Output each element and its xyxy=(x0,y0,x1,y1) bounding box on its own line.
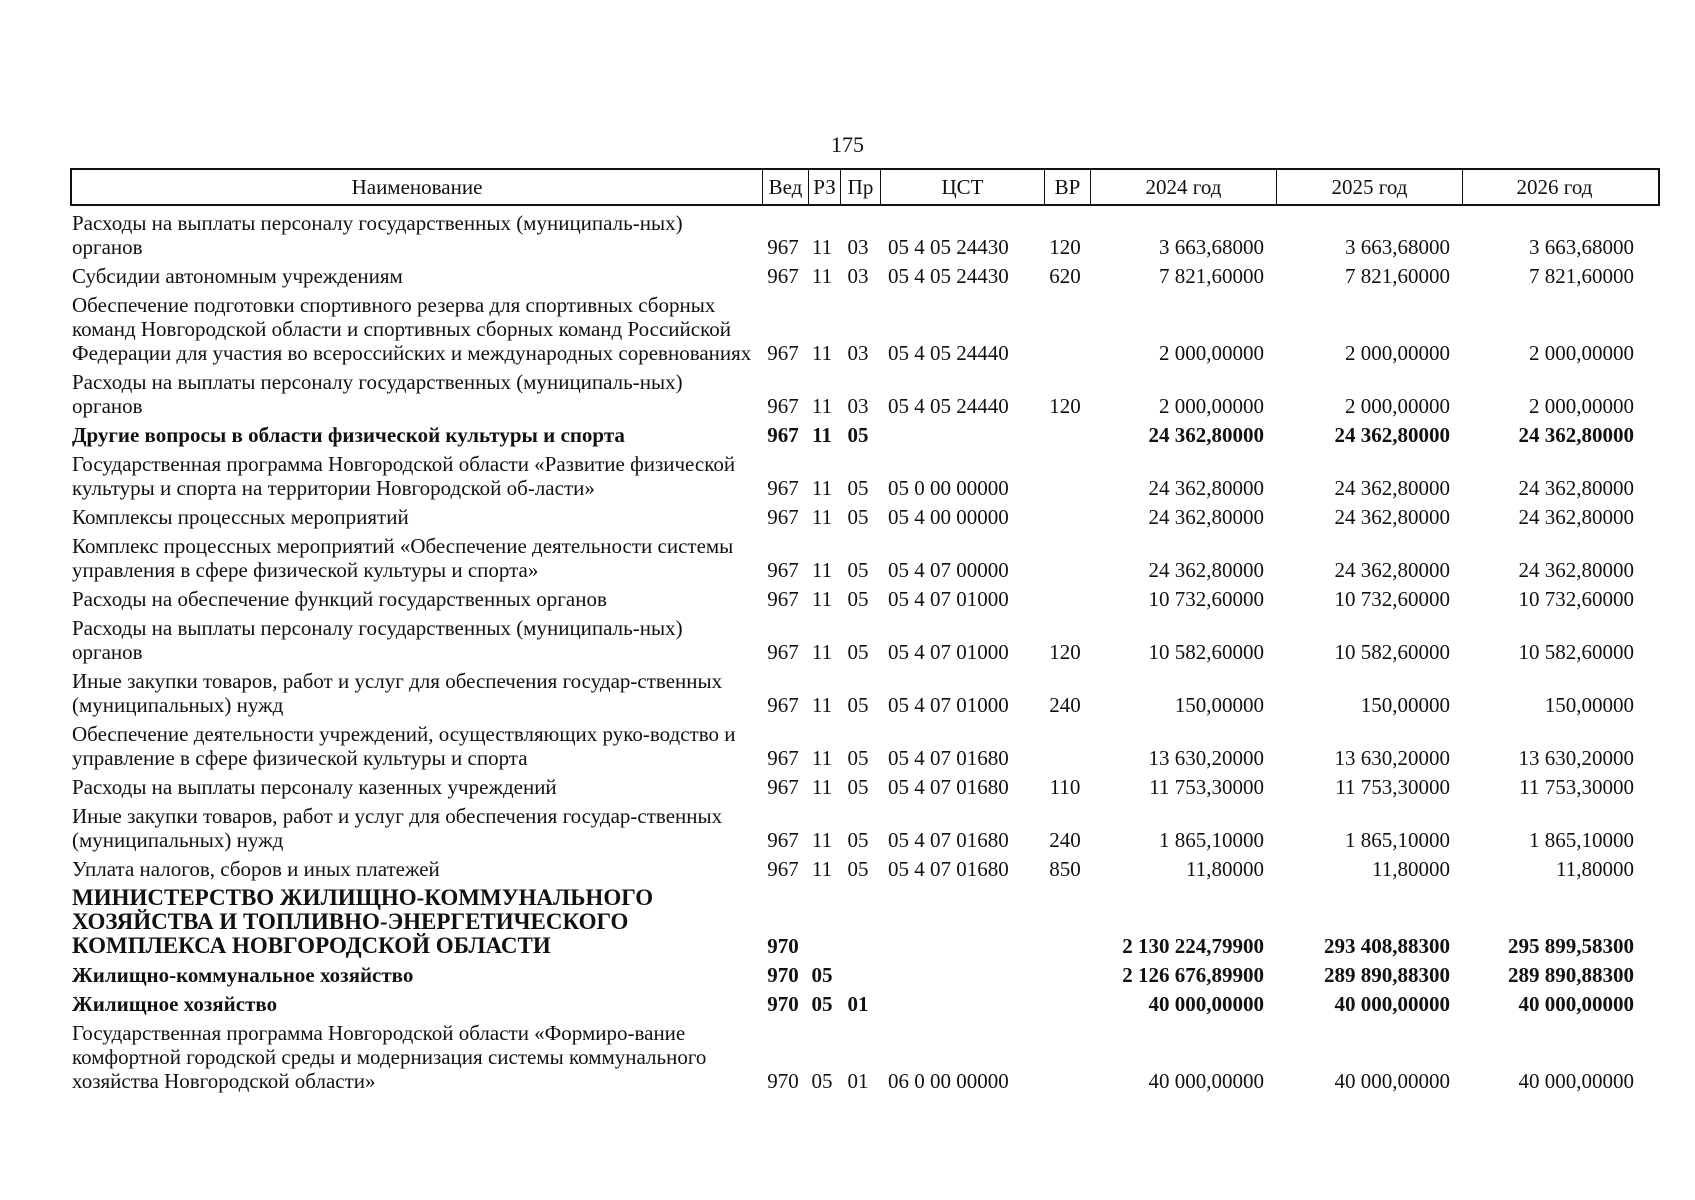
row-2026: 2 000,00000 xyxy=(1529,341,1634,365)
table-row xyxy=(70,211,1660,259)
row-cst: 05 4 07 01680 xyxy=(888,775,1009,799)
row-name: Иные закупки товаров, работ и услуг для обеспечения государ-ственных (муниципальных) нужд xyxy=(72,804,723,852)
row-pr: 05 xyxy=(847,587,869,611)
row-2026: 3 663,68000 xyxy=(1529,235,1634,259)
table-row xyxy=(70,264,1660,288)
col-header-vr: ВР xyxy=(1044,170,1090,204)
row-cst: 05 4 05 24440 xyxy=(888,394,1009,418)
row-2024: 10 582,60000 xyxy=(1148,640,1264,664)
row-2025: 11,80000 xyxy=(1372,857,1450,881)
row-pr: 05 xyxy=(847,476,869,500)
row-rz: 11 xyxy=(812,423,832,447)
row-ved: 967 xyxy=(767,264,799,288)
table-row xyxy=(70,992,1660,1016)
row-pr: 05 xyxy=(847,423,869,447)
row-vr: 240 xyxy=(1049,828,1081,852)
row-2025: 1 865,10000 xyxy=(1345,828,1450,852)
row-rz: 11 xyxy=(811,746,833,770)
row-2026: 2 000,00000 xyxy=(1529,394,1634,418)
row-2025: 150,00000 xyxy=(1360,693,1450,717)
row-pr: 05 xyxy=(847,775,869,799)
row-ved: 970 xyxy=(767,934,799,958)
row-cst: 05 4 07 00000 xyxy=(888,558,1009,582)
col-header-name: Наименование xyxy=(351,175,483,199)
row-rz: 11 xyxy=(811,828,833,852)
row-2025: 10 732,60000 xyxy=(1334,587,1450,611)
row-2025: 2 000,00000 xyxy=(1345,341,1450,365)
row-2024: 3 663,68000 xyxy=(1159,235,1264,259)
row-2026: 11,80000 xyxy=(1556,857,1634,881)
row-2024: 24 362,80000 xyxy=(1148,476,1264,500)
row-rz: 11 xyxy=(811,476,833,500)
row-2026: 295 899,58300 xyxy=(1508,934,1634,958)
row-2026: 10 582,60000 xyxy=(1518,640,1634,664)
table-row xyxy=(70,722,1660,770)
row-cst: 05 4 07 01680 xyxy=(888,828,1009,852)
row-vr: 110 xyxy=(1049,775,1081,799)
row-name: Другие вопросы в области физической культуры и спорта xyxy=(72,423,625,447)
row-pr: 05 xyxy=(847,746,869,770)
table-row xyxy=(70,1021,1660,1093)
row-vr: 120 xyxy=(1049,394,1081,418)
row-rz: 11 xyxy=(811,394,833,418)
row-pr: 05 xyxy=(847,640,869,664)
row-ved: 967 xyxy=(767,693,799,717)
row-2024: 2 126 676,89900 xyxy=(1122,963,1264,987)
row-2024: 13 630,20000 xyxy=(1148,746,1264,770)
row-2025: 40 000,00000 xyxy=(1334,992,1450,1016)
row-ved: 967 xyxy=(767,505,799,529)
row-2026: 10 732,60000 xyxy=(1518,587,1634,611)
row-rz: 11 xyxy=(811,640,833,664)
row-2025: 11 753,30000 xyxy=(1335,775,1450,799)
row-rz: 11 xyxy=(811,235,833,259)
row-cst: 05 4 07 01000 xyxy=(888,640,1009,664)
row-2024: 2 000,00000 xyxy=(1159,341,1264,365)
row-2025: 13 630,20000 xyxy=(1334,746,1450,770)
row-2024: 150,00000 xyxy=(1174,693,1264,717)
row-cst: 05 4 00 00000 xyxy=(888,505,1009,529)
table-row xyxy=(70,423,1660,447)
row-pr: 03 xyxy=(847,235,869,259)
table-row xyxy=(70,804,1660,852)
row-cst: 05 4 05 24440 xyxy=(888,341,1009,365)
row-cst: 05 4 07 01000 xyxy=(888,693,1009,717)
table-row xyxy=(70,370,1660,418)
row-2025: 40 000,00000 xyxy=(1334,1069,1450,1093)
row-2026: 13 630,20000 xyxy=(1518,746,1634,770)
row-2025: 24 362,80000 xyxy=(1334,476,1450,500)
table-row xyxy=(70,857,1660,881)
row-2024: 1 865,10000 xyxy=(1159,828,1264,852)
row-2025: 24 362,80000 xyxy=(1334,505,1450,529)
row-cst: 05 4 07 01680 xyxy=(888,857,1009,881)
table-row xyxy=(70,886,1660,958)
row-ved: 967 xyxy=(767,640,799,664)
table-header xyxy=(70,168,1660,206)
row-2025: 7 821,60000 xyxy=(1345,264,1450,288)
row-cst: 05 4 05 24430 xyxy=(888,264,1009,288)
row-2024: 2 000,00000 xyxy=(1159,394,1264,418)
col-header-2026: 2026 год xyxy=(1462,170,1646,204)
row-ved: 967 xyxy=(767,558,799,582)
row-name: Обеспечение деятельности учреждений, осуществляющих руко-водство и управление в сфере физической культуры и спорта xyxy=(72,722,736,770)
row-vr: 620 xyxy=(1049,264,1081,288)
row-rz: 05 xyxy=(811,992,833,1016)
row-pr: 05 xyxy=(847,505,869,529)
table-row xyxy=(70,616,1660,664)
row-name: Комплексы процессных мероприятий xyxy=(72,505,409,529)
row-2025: 2 000,00000 xyxy=(1345,394,1450,418)
row-vr: 850 xyxy=(1049,857,1081,881)
row-cst: 05 4 07 01680 xyxy=(888,746,1009,770)
row-2025: 10 582,60000 xyxy=(1334,640,1450,664)
row-name: Обеспечение подготовки спортивного резерва для спортивных сборных команд Новгородской области и спортивных сборных команд Российской Федерации для участия во всероссийских и международных соревнованиях xyxy=(72,293,752,365)
row-2024: 11 753,30000 xyxy=(1149,775,1264,799)
row-rz: 05 xyxy=(811,963,833,987)
row-2024: 11,80000 xyxy=(1186,857,1264,881)
row-ved: 967 xyxy=(767,828,799,852)
row-ved: 967 xyxy=(767,341,799,365)
table-row xyxy=(70,669,1660,717)
row-2026: 1 865,10000 xyxy=(1529,828,1634,852)
row-name: Жилищное хозяйство xyxy=(72,992,278,1016)
table-row xyxy=(70,452,1660,500)
row-rz: 11 xyxy=(811,341,833,365)
row-name: Уплата налогов, сборов и иных платежей xyxy=(72,857,440,881)
row-2026: 11 753,30000 xyxy=(1519,775,1634,799)
row-pr: 03 xyxy=(847,394,869,418)
row-2026: 40 000,00000 xyxy=(1518,1069,1634,1093)
row-name: Расходы на выплаты персоналу казенных учреждений xyxy=(72,775,557,799)
row-vr: 120 xyxy=(1049,640,1081,664)
row-pr: 03 xyxy=(847,341,869,365)
row-name: Расходы на выплаты персоналу государственных (муниципаль-ных) органов xyxy=(72,370,683,418)
row-2025: 289 890,88300 xyxy=(1324,963,1450,987)
row-ved: 967 xyxy=(767,423,799,447)
row-rz: 11 xyxy=(811,775,833,799)
row-name: Комплекс процессных мероприятий «Обеспечение деятельности системы управления в сфере физической культуры и спорта» xyxy=(72,534,734,582)
table-row xyxy=(70,587,1660,611)
row-pr: 01 xyxy=(847,992,869,1016)
row-ved: 970 xyxy=(767,992,799,1016)
col-header-pr: Пр xyxy=(840,170,880,204)
row-pr: 01 xyxy=(847,1069,869,1093)
row-ved: 967 xyxy=(767,394,799,418)
row-name: Расходы на выплаты персоналу государственных (муниципаль-ных) органов xyxy=(72,211,683,259)
row-name: Субсидии автономным учреждениям xyxy=(72,264,403,288)
budget-table xyxy=(70,168,1660,1093)
row-ved: 967 xyxy=(767,775,799,799)
row-2026: 289 890,88300 xyxy=(1508,963,1634,987)
row-ved: 970 xyxy=(767,1069,799,1093)
col-header-rz: РЗ xyxy=(808,170,840,204)
row-rz: 11 xyxy=(811,693,833,717)
row-ved: 967 xyxy=(767,235,799,259)
row-rz: 11 xyxy=(811,857,833,881)
row-cst: 05 0 00 00000 xyxy=(888,476,1009,500)
col-header-2024: 2024 год xyxy=(1090,170,1276,204)
row-2026: 24 362,80000 xyxy=(1518,476,1634,500)
row-2026: 150,00000 xyxy=(1544,693,1634,717)
row-name: Расходы на обеспечение функций государственных органов xyxy=(72,587,607,611)
row-rz: 11 xyxy=(811,505,833,529)
row-2024: 7 821,60000 xyxy=(1159,264,1264,288)
col-header-2025: 2025 год xyxy=(1276,170,1462,204)
row-cst: 05 4 07 01000 xyxy=(888,587,1009,611)
row-rz: 11 xyxy=(811,558,833,582)
row-2025: 24 362,80000 xyxy=(1334,558,1450,582)
row-rz: 11 xyxy=(811,587,833,611)
row-rz: 05 xyxy=(811,1069,833,1093)
page-number: 175 xyxy=(831,132,864,157)
row-cst: 06 0 00 00000 xyxy=(888,1069,1009,1093)
col-header-ved: Вед xyxy=(762,170,808,204)
row-2024: 24 362,80000 xyxy=(1148,558,1264,582)
row-ved: 967 xyxy=(767,857,799,881)
table-row xyxy=(70,775,1660,799)
row-2024: 40 000,00000 xyxy=(1148,1069,1264,1093)
row-rz: 11 xyxy=(811,264,833,288)
row-2026: 24 362,80000 xyxy=(1518,423,1634,447)
row-name: Государственная программа Новгородской области «Формиро-вание комфортной городской среды и модернизация системы коммунального хозяйства Новгородской области» xyxy=(72,1021,707,1093)
row-name: Иные закупки товаров, работ и услуг для обеспечения государ-ственных (муниципальных) нужд xyxy=(72,669,723,717)
row-name: Государственная программа Новгородской области «Развитие физической культуры и спорта на территории Новгородской об-ласти» xyxy=(72,452,736,500)
row-ved: 967 xyxy=(767,587,799,611)
table-row xyxy=(70,293,1660,365)
table-row xyxy=(70,505,1660,529)
row-2024: 24 362,80000 xyxy=(1148,423,1264,447)
row-ved: 970 xyxy=(767,963,799,987)
row-2026: 7 821,60000 xyxy=(1529,264,1634,288)
row-2026: 24 362,80000 xyxy=(1518,505,1634,529)
row-2024: 40 000,00000 xyxy=(1148,992,1264,1016)
row-name: Жилищно-коммунальное хозяйство xyxy=(72,963,414,987)
row-vr: 240 xyxy=(1049,693,1081,717)
col-header-cst: ЦСТ xyxy=(880,170,1044,204)
row-pr: 05 xyxy=(847,828,869,852)
table-row xyxy=(70,963,1660,987)
row-2026: 24 362,80000 xyxy=(1518,558,1634,582)
row-2025: 3 663,68000 xyxy=(1345,235,1450,259)
row-ved: 967 xyxy=(767,476,799,500)
row-2026: 40 000,00000 xyxy=(1518,992,1634,1016)
row-2024: 10 732,60000 xyxy=(1148,587,1264,611)
row-ved: 967 xyxy=(767,746,799,770)
row-name: МИНИСТЕРСТВО ЖИЛИЩНО-КОММУНАЛЬНОГО ХОЗЯЙСТВА И ТОПЛИВНО-ЭНЕРГЕТИЧЕСКОГО КОМПЛЕКСА НОВГОРОДСКОЙ ОБЛАСТИ xyxy=(72,885,654,958)
row-pr: 03 xyxy=(847,264,869,288)
table-row xyxy=(70,534,1660,582)
row-2025: 24 362,80000 xyxy=(1334,423,1450,447)
row-name: Расходы на выплаты персоналу государственных (муниципаль-ных) органов xyxy=(72,616,683,664)
row-pr: 05 xyxy=(847,558,869,582)
row-2024: 24 362,80000 xyxy=(1148,505,1264,529)
row-2025: 293 408,88300 xyxy=(1324,934,1450,958)
row-pr: 05 xyxy=(847,693,869,717)
row-pr: 05 xyxy=(847,857,869,881)
row-vr: 120 xyxy=(1049,235,1081,259)
row-cst: 05 4 05 24430 xyxy=(888,235,1009,259)
row-2024: 2 130 224,79900 xyxy=(1122,934,1264,958)
